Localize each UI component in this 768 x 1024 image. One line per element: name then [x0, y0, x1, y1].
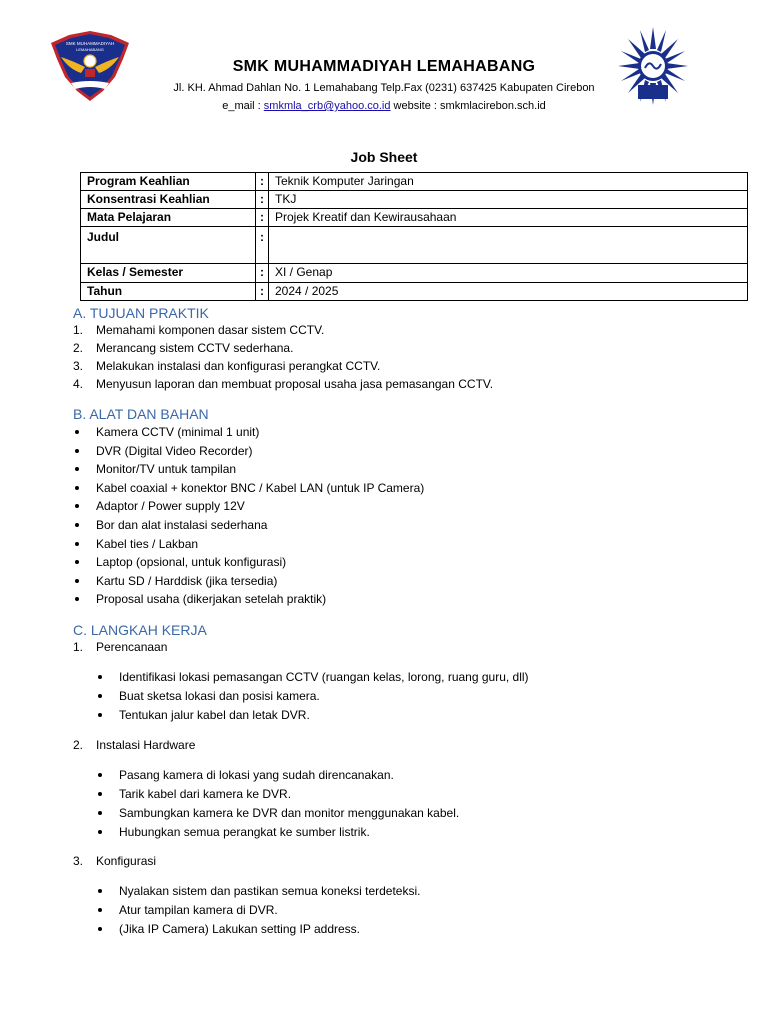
row-label: Konsentrasi Keahlian: [81, 191, 256, 209]
item-text: DVR (Digital Video Recorder): [96, 443, 253, 458]
item-text: Atur tampilan kamera di DVR.: [119, 903, 278, 917]
row-value: Projek Kreatif dan Kewirausahaan: [269, 209, 748, 227]
bullet-icon: [75, 449, 79, 453]
row-value: TKJ: [269, 191, 748, 209]
email-link[interactable]: smkmla_crb@yahoo.co.id: [263, 100, 391, 112]
website-label: website :: [390, 100, 441, 112]
muhammadiyah-logo: [618, 27, 688, 105]
tujuan-list: [73, 321, 493, 393]
row-label: Mata Pelajaran: [81, 209, 256, 227]
item-text: Proposal usaha (dikerjakan setelah praktik): [96, 592, 327, 607]
list-item: [73, 460, 424, 479]
row-label: Program Keahlian: [81, 173, 256, 191]
step-number: 1.: [73, 640, 84, 654]
row-colon: :: [256, 173, 269, 191]
row-label: Judul: [81, 227, 256, 264]
bullet-icon: [75, 486, 79, 490]
list-item: [73, 442, 424, 461]
item-number: 3.: [73, 359, 84, 373]
row-label: Kelas / Semester: [81, 264, 256, 283]
step-perencanaan: [73, 640, 167, 654]
item-text: Tentukan jalur kabel dan letak DVR.: [119, 708, 310, 722]
bullet-icon: [98, 694, 102, 698]
page-title: Job Sheet: [350, 149, 418, 165]
bullet-icon: [75, 579, 79, 583]
item-text: Nyalakan sistem dan pastikan semua koneksi terdeteksi.: [119, 884, 421, 898]
step-title: Konfigurasi: [96, 854, 157, 868]
list-item: [73, 572, 424, 591]
item-text: Merancang sistem CCTV sederhana.: [96, 341, 294, 355]
bullet-icon: [98, 675, 102, 679]
list-item: [96, 882, 420, 901]
list-item: [96, 706, 529, 725]
list-item: [73, 423, 424, 442]
row-colon: :: [256, 283, 269, 301]
email-label: e_mail :: [222, 100, 264, 112]
row-value: XI / Genap: [269, 264, 748, 283]
list-item: [73, 339, 493, 357]
table-row: [81, 283, 748, 301]
school-address: Jl. KH. Ahmad Dahlan No. 1 Lemahabang Telp.Fax (0231) 637425 Kabupaten Cirebon: [173, 82, 595, 94]
row-value: 2024 / 2025: [269, 283, 748, 301]
bullet-icon: [75, 542, 79, 546]
item-text: Adaptor / Power supply 12V: [96, 499, 245, 514]
item-text: Kabel coaxial + konektor BNC / Kabel LAN (untuk IP Camera): [96, 480, 425, 495]
table-row: [81, 173, 748, 191]
list-item: [96, 920, 420, 939]
item-text: Buat sketsa lokasi dan posisi kamera.: [119, 689, 320, 703]
list-item: [96, 668, 529, 687]
list-item: [73, 375, 493, 393]
item-text: Hubungkan semua perangkat ke sumber listrik.: [119, 825, 370, 839]
list-item: [73, 479, 424, 498]
school-name: SMK MUHAMMADIYAH LEMAHABANG: [232, 58, 536, 75]
list-item: [73, 553, 424, 572]
table-row: [81, 209, 748, 227]
row-value: Teknik Komputer Jaringan: [269, 173, 748, 191]
list-item: [96, 823, 459, 842]
row-colon: :: [256, 227, 269, 264]
item-text: Laptop (opsional, untuk konfigurasi): [96, 555, 287, 570]
list-item: [73, 516, 424, 535]
list-item: [96, 687, 529, 706]
list-item: [96, 766, 459, 785]
step-title: Perencanaan: [96, 640, 168, 654]
bullet-icon: [75, 560, 79, 564]
section-heading-langkah: C. LANGKAH KERJA: [73, 622, 207, 638]
item-text: Bor dan alat instalasi sederhana: [96, 517, 268, 532]
bullet-icon: [98, 811, 102, 815]
list-item: [96, 785, 459, 804]
instalasi-list: [96, 766, 459, 842]
item-text: Identifikasi lokasi pemasangan CCTV (ruangan kelas, lorong, ruang guru, dll): [119, 670, 529, 684]
item-text: Kamera CCTV (minimal 1 unit): [96, 425, 260, 439]
step-number: 3.: [73, 854, 84, 868]
step-title: Instalasi Hardware: [96, 738, 196, 752]
konfigurasi-list: [96, 882, 420, 939]
item-text: Sambungkan kamera ke DVR dan monitor menggunakan kabel.: [119, 806, 460, 820]
list-item: [73, 590, 424, 609]
bullet-icon: [75, 430, 79, 434]
row-colon: :: [256, 264, 269, 283]
step-number: 2.: [73, 738, 84, 752]
row-value: [269, 227, 748, 264]
bullet-icon: [75, 467, 79, 471]
section-heading-alat: B. ALAT DAN BAHAN: [73, 406, 209, 422]
svg-text:SMK MUHAMMADIYAH: SMK MUHAMMADIYAH: [65, 41, 115, 46]
bullet-icon: [98, 889, 102, 893]
list-item: [96, 804, 459, 823]
item-text: Kartu SD / Harddisk (jika tersedia): [96, 573, 278, 588]
list-item: [73, 497, 424, 516]
bullet-icon: [75, 523, 79, 527]
bullet-icon: [98, 908, 102, 912]
list-item: [73, 357, 493, 375]
list-item: [96, 901, 420, 920]
item-number: 2.: [73, 341, 84, 355]
alat-list: [73, 423, 424, 609]
info-table: [80, 172, 748, 301]
step-konfigurasi: [73, 854, 156, 868]
item-text: Kabel ties / Lakban: [96, 536, 199, 551]
bullet-icon: [98, 927, 102, 931]
item-text: (Jika IP Camera) Lakukan setting IP address.: [119, 922, 361, 936]
item-text: Memahami komponen dasar sistem CCTV.: [96, 323, 325, 337]
list-item: [73, 321, 493, 339]
website-text: smkmlacirebon.sch.id: [440, 100, 546, 112]
row-colon: :: [256, 209, 269, 227]
table-row: [81, 264, 748, 283]
bullet-icon: [98, 713, 102, 717]
bullet-icon: [75, 504, 79, 508]
row-label: Tahun: [81, 283, 256, 301]
item-text: Melakukan instalasi dan konfigurasi perangkat CCTV.: [96, 359, 381, 373]
table-row: [81, 191, 748, 209]
bullet-icon: [98, 792, 102, 796]
bullet-icon: [98, 830, 102, 834]
section-heading-tujuan: A. TUJUAN PRAKTIK: [73, 305, 209, 321]
item-text: Tarik kabel dari kamera ke DVR.: [119, 787, 292, 801]
list-item: [73, 535, 424, 554]
item-text: Menyusun laporan dan membuat proposal usaha jasa pemasangan CCTV.: [96, 377, 494, 391]
item-text: Monitor/TV untuk tampilan: [96, 462, 237, 477]
bullet-icon: [75, 597, 79, 601]
item-text: Pasang kamera di lokasi yang sudah direncanakan.: [119, 768, 394, 782]
step-instalasi: [73, 738, 195, 752]
perencanaan-list: [96, 668, 529, 725]
item-number: 4.: [73, 377, 84, 391]
table-row: [81, 227, 748, 264]
bullet-icon: [98, 773, 102, 777]
svg-text:LEMAHABANG: LEMAHABANG: [76, 47, 104, 52]
row-colon: :: [256, 191, 269, 209]
item-number: 1.: [73, 323, 84, 337]
